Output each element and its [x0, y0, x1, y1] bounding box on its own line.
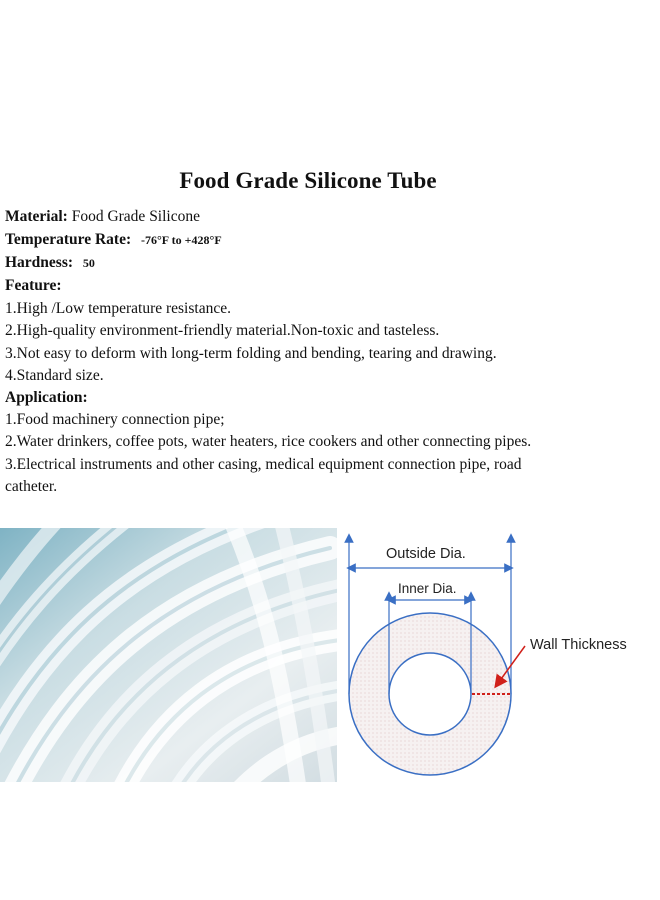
tube-photo	[0, 528, 337, 782]
material-row	[5, 207, 650, 227]
temperature-value: -76°F to +428°F	[141, 233, 222, 247]
application-item: 3.Electrical instruments and other casing, medical equipment connection pipe, road	[5, 456, 522, 473]
hardness-value: 50	[82, 256, 95, 270]
page-title: Food Grade Silicone Tube	[179, 168, 437, 193]
wall-thickness-label: Wall Thickness	[530, 637, 627, 653]
feature-item: 3.Not easy to deform with long-term folding and bending, tearing and drawing.	[5, 345, 497, 362]
application-item: 1.Food machinery connection pipe;	[5, 411, 225, 428]
inner-bore	[389, 653, 471, 735]
feature-item: 1.High /Low temperature resistance.	[5, 300, 231, 317]
temperature-label: Temperature Rate:	[5, 231, 132, 248]
application-heading: Application:	[5, 389, 88, 406]
inner-dia-label: Inner Dia.	[398, 581, 457, 596]
temperature-row	[5, 230, 650, 250]
feature-item: 2.High-quality environment-friendly material.Non-toxic and tasteless.	[5, 322, 440, 339]
feature-item: 4.Standard size.	[5, 367, 104, 384]
feature-heading: Feature:	[5, 277, 62, 294]
application-item: 2.Water drinkers, coffee pots, water heaters, rice cookers and other connecting pipes.	[5, 433, 532, 450]
application-item: catheter.	[5, 478, 58, 495]
outside-dia-label: Outside Dia.	[386, 546, 466, 562]
tube-dimension-diagram	[340, 520, 650, 790]
hardness-row	[5, 253, 650, 273]
material-label: Material:	[5, 208, 68, 225]
hardness-label: Hardness:	[5, 254, 74, 271]
material-value: Food Grade Silicone	[71, 208, 200, 225]
